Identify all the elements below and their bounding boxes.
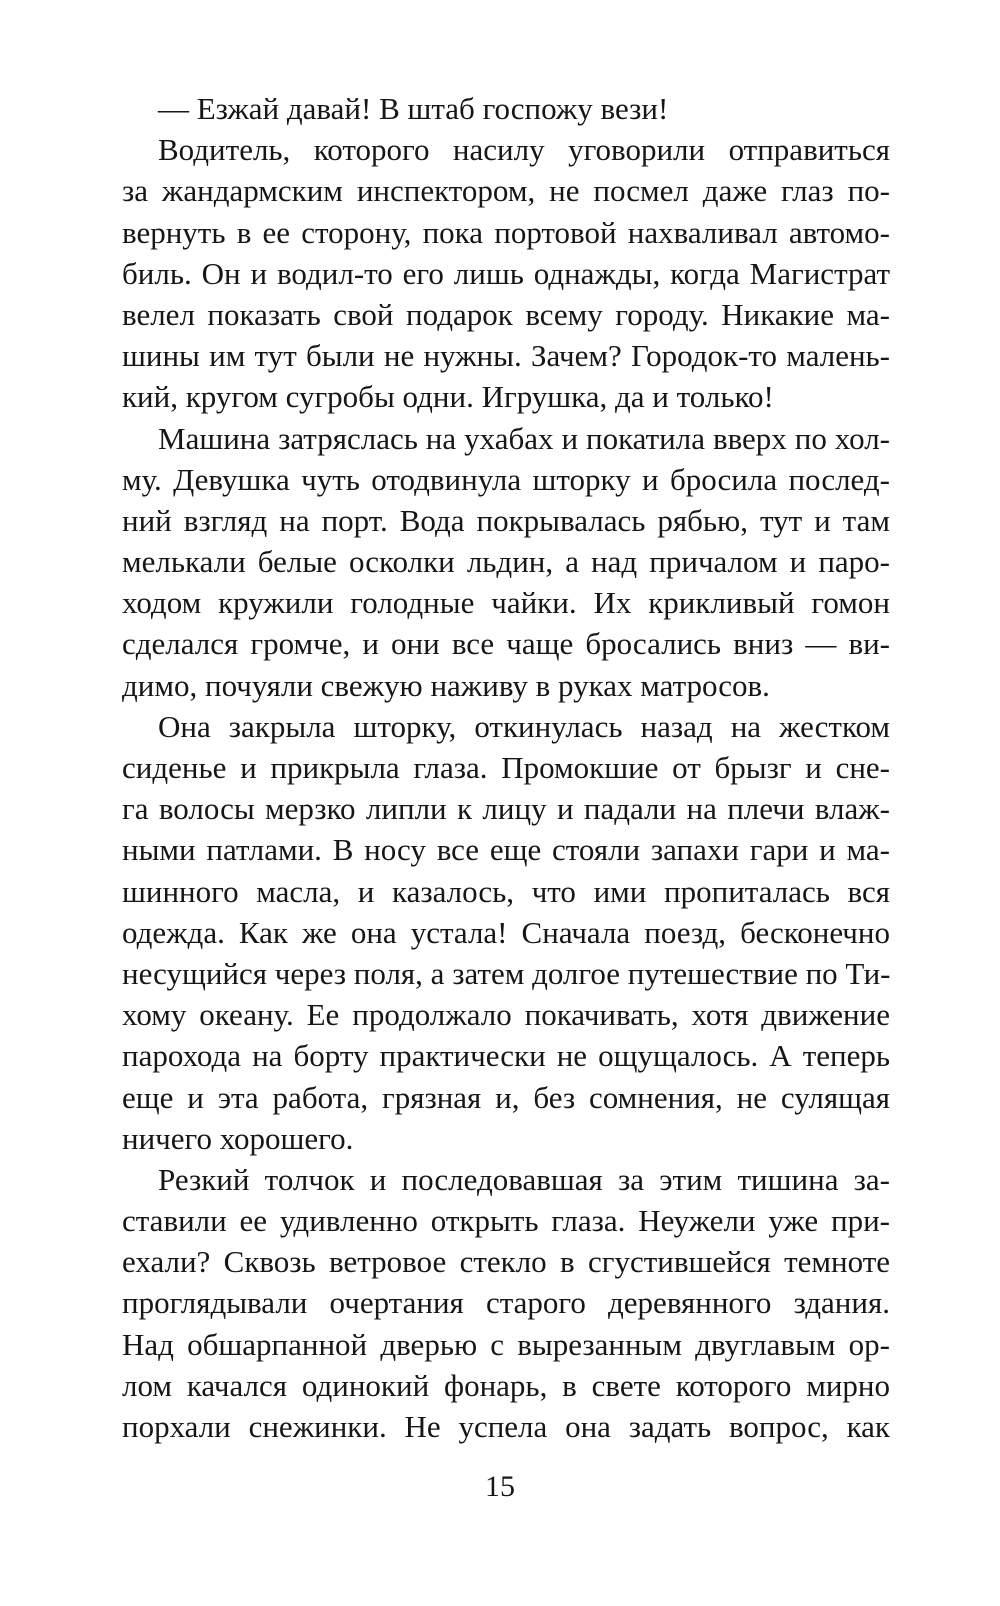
text-line: лом качался одинокий фонарь, в свете которого мирно (122, 1367, 890, 1403)
text-line: ехали? Сквозь ветровое стекло в сгустившейся темноте (122, 1244, 890, 1280)
text-line: биль. Он и водил-то его лишь однажды, когда Магистрат (122, 255, 890, 291)
text-block (122, 88, 890, 1447)
text-line: сделался громче, и они все чаще бросались вниз — ви- (122, 626, 890, 662)
text-line: шины им тут были не нужны. Зачем? Городок-то малень- (122, 338, 890, 374)
text-line: ний взгляд на порт. Вода покрывалась рябью, тут и там (122, 502, 890, 538)
text-line: велел показать свой подарок всему городу. Никакие ма- (122, 296, 890, 332)
text-line: Над обшарпанной дверью с вырезанным двуглавым ор- (122, 1326, 890, 1362)
paragraph (122, 418, 890, 706)
paragraph (122, 706, 890, 1159)
text-line: несущийся через поля, а затем долгое путешествие по Ти- (122, 955, 891, 991)
text-line: одежда. Как же она устала! Сначала поезд, бесконечно (122, 914, 890, 950)
text-line: Машина затряслась на ухабах и покатила вверх по хол- (158, 420, 890, 456)
text-line: за жандармским инспектором, не посмел даже глаз по- (122, 173, 890, 209)
text-line: хому океану. Ее продолжало покачивать, хотя движение (122, 997, 890, 1033)
text-line: кий, кругом сугробы одни. Игрушка, да и только! (122, 379, 774, 415)
text-line: га волосы мерзко липли к лицу и падали на плечи влаж- (122, 791, 890, 827)
text-line: мелькали белые осколки льдин, а над причалом и паро- (122, 544, 890, 580)
paragraph (122, 129, 890, 417)
text-line: — Езжай давай! В штаб госпожу вези! (158, 91, 669, 126)
text-line: му. Девушка чуть отодвинула шторку и бросила послед- (122, 461, 890, 497)
text-line: Она закрыла шторку, откинулась назад на жестком (158, 708, 890, 744)
text-line: Резкий толчок и последовавшая за этим тишина за- (158, 1161, 890, 1197)
text-line: проглядывали очертания старого деревянного здания. (122, 1285, 890, 1321)
text-line: парохода на борту практически не ощущалось. А теперь (122, 1038, 890, 1074)
text-line: еще и эта работа, грязная и, без сомнения, не сулящая (122, 1079, 890, 1115)
text-line: вернуть в ее сторону, пока портовой нахваливал автомо- (122, 214, 890, 250)
text-line: ставили ее удивленно открыть глаза. Неужели уже при- (122, 1203, 890, 1239)
text-line: порхали снежинки. Не успела она задать вопрос, как (122, 1409, 890, 1444)
text-line: сиденье и прикрыла глаза. Промокшие от брызг и сне- (122, 750, 890, 785)
text-line: димо, почуяли свежую наживу в руках матросов. (122, 667, 770, 703)
text-line: ходом кружили голодные чайки. Их крикливый гомон (122, 585, 890, 621)
text-line: ными патлами. В носу все еще стояли запахи гари и ма- (122, 832, 890, 868)
text-line: шинного масла, и казалось, что ими пропиталась вся (122, 873, 890, 909)
paragraph (122, 88, 890, 129)
text-line: ничего хорошего. (122, 1120, 354, 1156)
page-number: 15 (485, 1470, 515, 1503)
paragraph (122, 1159, 890, 1447)
text-line: Водитель, которого насилу уговорили отправиться (158, 132, 890, 168)
